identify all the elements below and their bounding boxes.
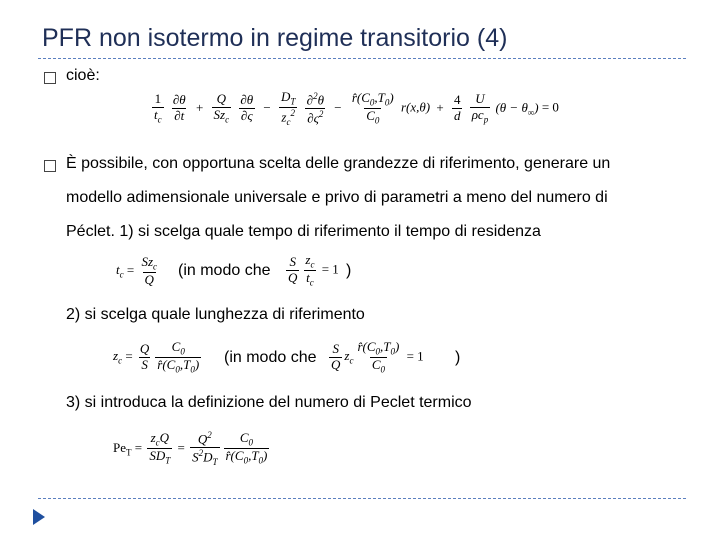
slide-title: PFR non isotermo in regime transitorio (4) <box>42 24 508 52</box>
length-condition-close: ) <box>455 349 461 366</box>
step-3-text: 3) si introduca la definizione del numero di Peclet termico <box>66 394 472 411</box>
step-2-text: 2) si scelga quale lunghezza di riferimento <box>66 306 365 323</box>
footer-divider <box>38 498 686 499</box>
time-condition-close: ) <box>346 262 352 279</box>
time-condition-open: (in modo che <box>178 262 271 279</box>
bullet-square-icon <box>44 160 56 172</box>
time-condition-formula: $\frac{S}{Q}$ $\frac{z_c}{t_c}$ = 1 <box>288 252 339 288</box>
title-divider <box>38 58 686 59</box>
bullet-square-icon <box>44 72 56 84</box>
bullet-2-line-3: Péclet. 1) si scelga quale tempo di riferimento il tempo di residenza <box>66 223 541 240</box>
bullet-2-line-2: modello adimensionale universale e privo di parametri a meno del numero di <box>66 189 608 206</box>
reference-length-formula: $z_c$ = $\frac{Q}{S}$ $\frac{C_0}{r̂(C_0,T_0)}$ <box>113 339 200 375</box>
length-condition-open: (in modo che <box>224 349 317 366</box>
energy-balance-equation: $\frac{1}{t_c}$ $\frac{\partial\theta}{\partial t}$ + $\frac{Q}{Sz_c}$ $\frac{\partial\theta}{\partial\varsigma}$ − $\frac{D_T}{z_c^2}$ $\frac{\partial^2\theta}{\partial\varsigma^2}$ − $\frac{r̂(C_0,T_0)}{C_0}$ r(x,θ) + $\frac{4}{d}$ $\frac{U}{\rho c_p}$ $(\theta - \theta_\infty) = 0$ <box>154 89 559 127</box>
bullet-1-label: cioè: <box>66 67 100 84</box>
thermal-peclet-formula: $Pe_T$ = $\frac{z_cQ}{SD_T}$ = $\frac{Q^2}{S^2D_T}$ $\frac{C_0}{r̂(C_0,T_0)}$ <box>113 430 268 468</box>
length-condition-formula: $\frac{S}{Q}$ $z_c$ $\frac{r̂(C_0,T_0)}{C_0}$ = 1 <box>331 339 424 375</box>
bullet-2-line-1: È possibile, con opportuna scelta delle grandezze di riferimento, generare un <box>66 155 611 172</box>
triangle-right-icon[interactable] <box>32 508 46 526</box>
residence-time-formula: $t_c$ = $\frac{Sz_c}{Q}$ <box>116 254 158 287</box>
